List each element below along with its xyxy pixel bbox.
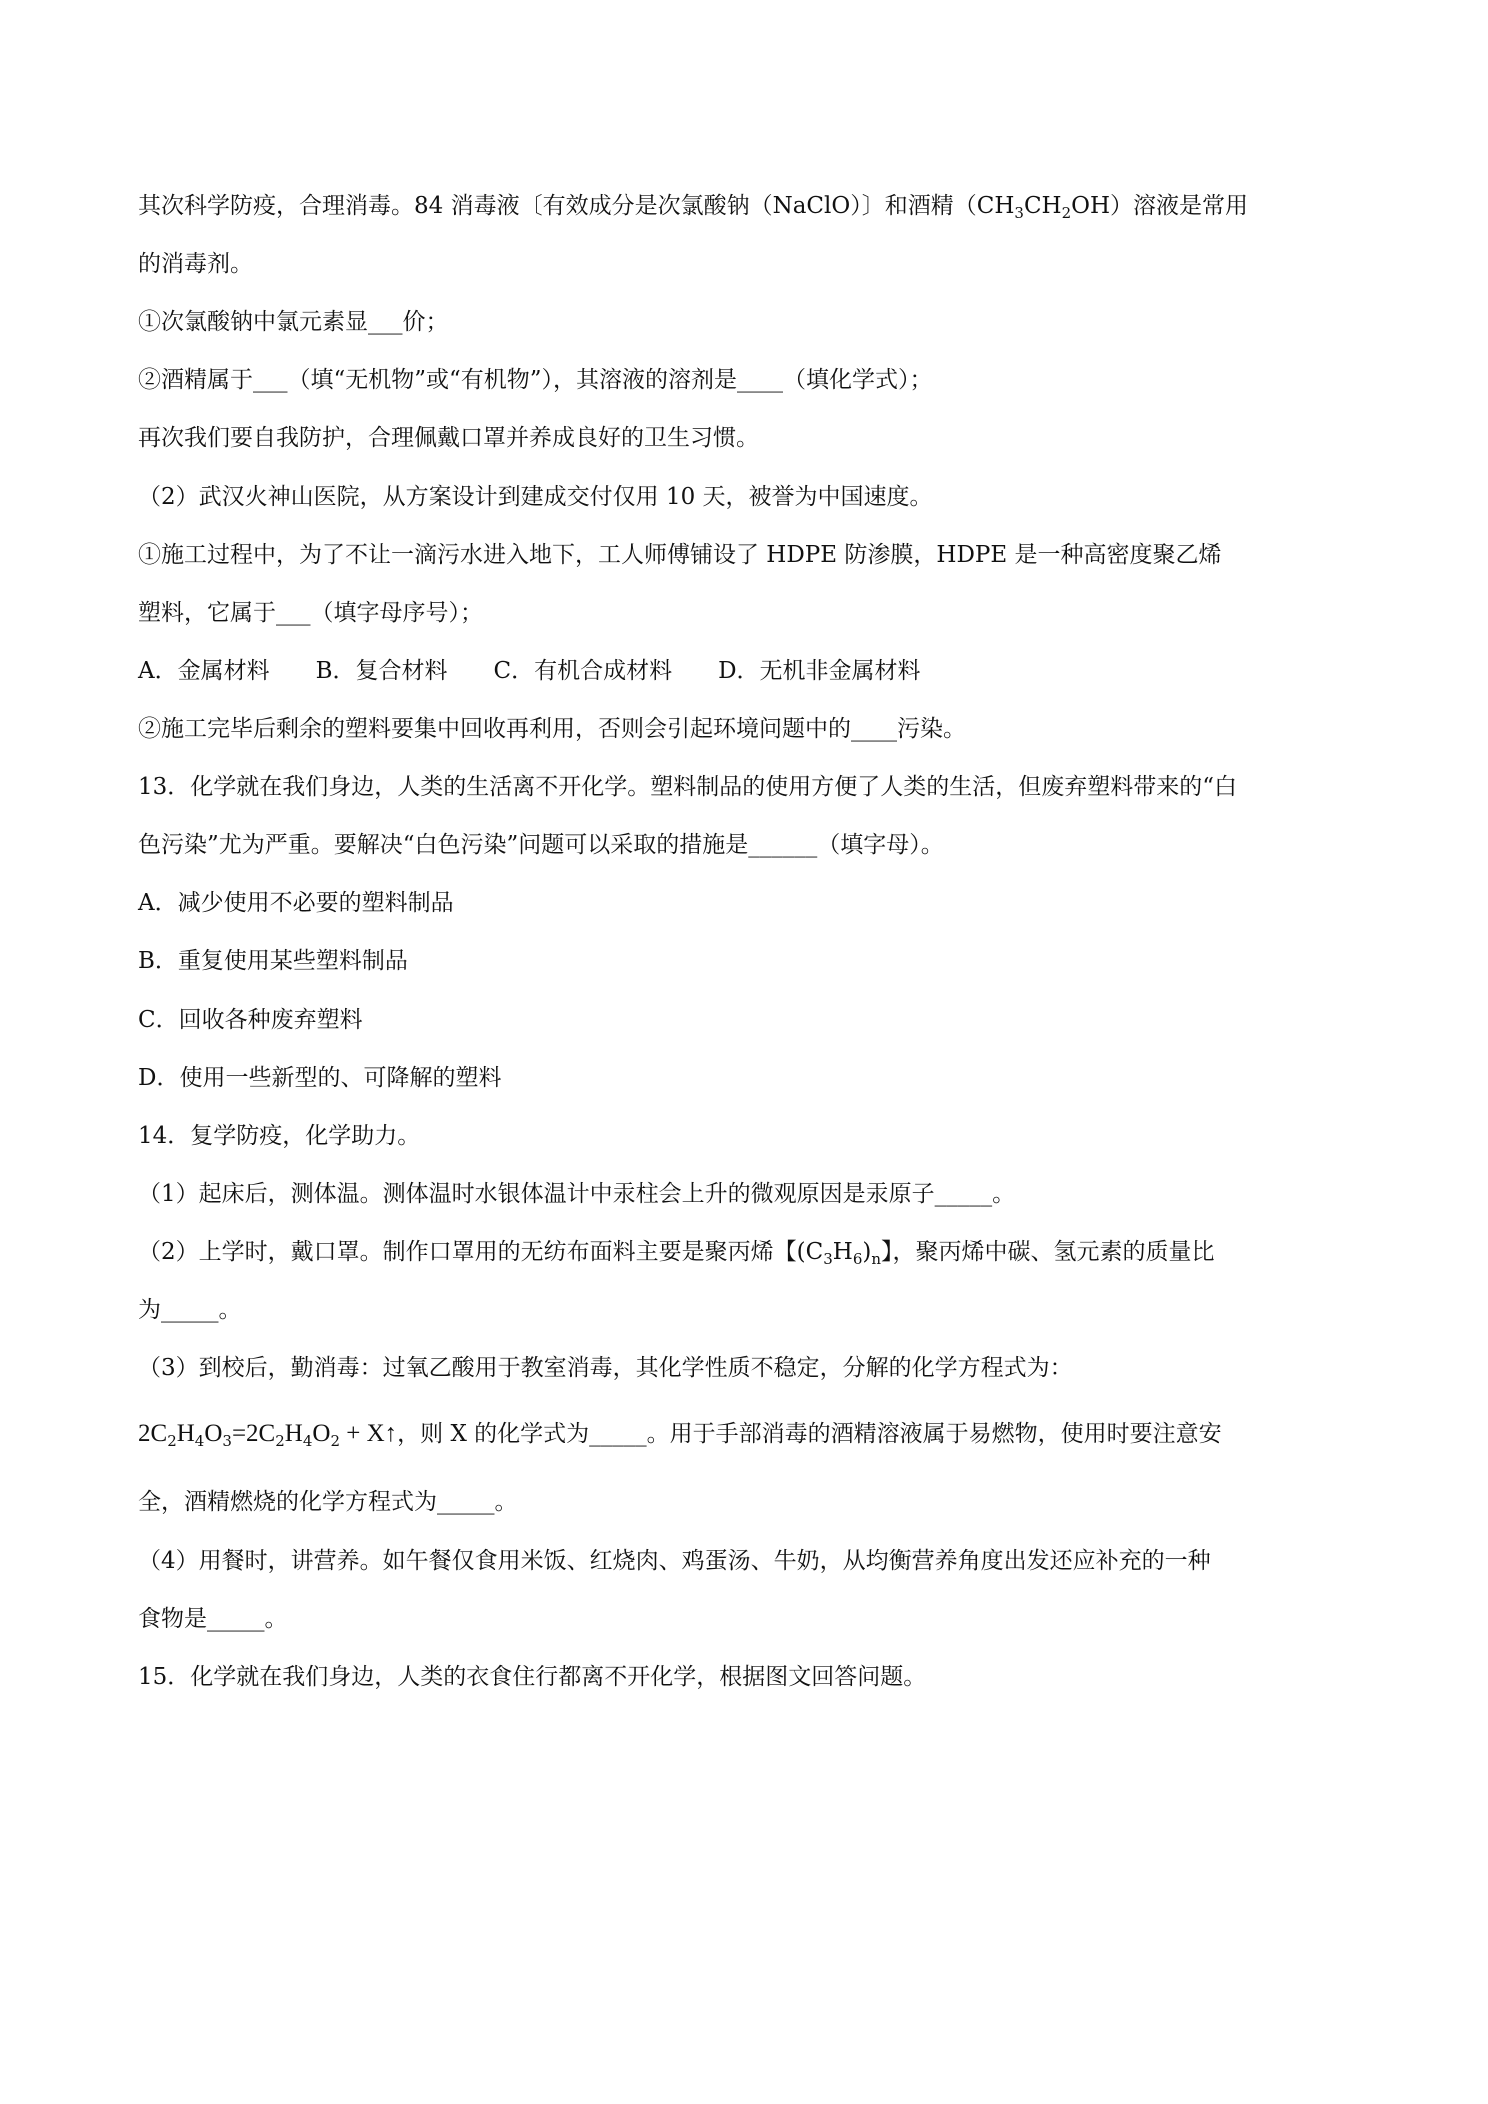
text-line <box>138 829 1350 861</box>
subscript: 4 <box>302 1432 313 1450</box>
subscript: 2 <box>330 1432 340 1450</box>
text-line <box>138 945 1350 977</box>
text-line <box>138 1178 1350 1210</box>
subscript: 2 <box>1061 204 1072 222</box>
text-line <box>138 364 1350 396</box>
text-run: A．减少使用不必要的塑料制品 <box>138 890 454 916</box>
subscript: 6 <box>852 1250 863 1268</box>
text-line <box>138 1352 1350 1384</box>
text-run: 的消毒剂。 <box>138 251 253 277</box>
text-line <box>138 771 1350 803</box>
text-run: 色污染”尤为严重。要解决“白色污染”问题可以采取的措施是______（填字母）。 <box>138 832 944 858</box>
text-line <box>138 1545 1350 1577</box>
subscript: 4 <box>194 1432 205 1450</box>
text-line <box>138 713 1350 745</box>
text-run: ①施工过程中，为了不让一滴污水进入地下，工人师傅铺设了 HDPE 防渗膜，HDPE 是一种高密度聚乙烯 <box>138 542 1222 568</box>
text-run: OH）溶液是常用 <box>1071 193 1249 219</box>
text-line <box>138 539 1350 571</box>
text-run: O <box>312 1420 331 1447</box>
subscript: 3 <box>1014 204 1024 222</box>
text-line <box>138 1004 1350 1036</box>
text-line <box>138 1661 1350 1693</box>
text-run: H <box>832 1239 853 1265</box>
text-run: （3）到校后，勤消毒：过氧乙酸用于教室消毒，其化学性质不稳定，分解的化学方程式为： <box>138 1355 1073 1381</box>
text-run: ②施工完毕后剩余的塑料要集中回收再利用，否则会引起环境问题中的____污染。 <box>138 716 966 742</box>
text-run: 食物是_____。 <box>138 1606 288 1632</box>
text-run: （1）起床后，测体温。测体温时水银体温计中汞柱会上升的微观原因是汞原子_____。 <box>138 1181 1016 1207</box>
subscript: 2 <box>275 1432 285 1450</box>
text-run: （4）用餐时，讲营养。如午餐仅食用米饭、红烧肉、鸡蛋汤、牛奶，从均衡营养角度出发还应补充的一种 <box>138 1548 1211 1574</box>
text-line <box>138 248 1350 280</box>
text-run: 再次我们要自我防护，合理佩戴口罩并养成良好的卫生习惯。 <box>138 425 759 451</box>
text-run: 塑料，它属于___（填字母序号）； <box>138 600 483 626</box>
text-run: =2C <box>231 1420 276 1447</box>
text-run: ) <box>862 1239 872 1265</box>
subscript: n <box>871 1250 882 1268</box>
text-run: + X↑ <box>340 1420 398 1447</box>
text-run: ①次氯酸钠中氯元素显___价； <box>138 309 449 335</box>
text-run: 全，酒精燃烧的化学方程式为_____。 <box>138 1489 518 1515</box>
text-run: H <box>284 1420 303 1447</box>
text-line <box>138 1062 1350 1094</box>
text-line <box>138 481 1350 513</box>
text-run: C．回收各种废弃塑料 <box>138 1007 363 1033</box>
text-line <box>138 655 1350 687</box>
subscript: 3 <box>823 1250 833 1268</box>
text-line <box>138 1418 1350 1450</box>
text-line <box>138 597 1350 629</box>
text-run: A．金属材料 B．复合材料 C．有机合成材料 D．无机非金属材料 <box>138 658 921 684</box>
text-line <box>138 1236 1350 1268</box>
text-run: ②酒精属于___（填“无机物”或“有机物”），其溶液的溶剂是____（填化学式）； <box>138 367 933 393</box>
subscript: 2 <box>167 1432 177 1450</box>
text-run: H <box>176 1420 195 1447</box>
text-run: ，则 X 的化学式为_____。用于手部消毒的酒精溶液属于易燃物，使用时要注意安 <box>397 1421 1222 1447</box>
text-line <box>138 1486 1350 1518</box>
text-run: 其次科学防疫，合理消毒。84 消毒液〔有效成分是次氯酸钠（NaClO）〕和酒精（CH <box>138 193 1015 219</box>
text-run: 】，聚丙烯中碳、氢元素的质量比 <box>881 1239 1215 1265</box>
text-run: 2C <box>138 1420 168 1447</box>
text-run: 13．化学就在我们身边，人类的生活离不开化学。塑料制品的使用方便了人类的生活，但废弃塑料带来的“白 <box>138 774 1238 800</box>
text-line <box>138 190 1350 222</box>
text-run: B．重复使用某些塑料制品 <box>138 948 408 974</box>
text-line <box>138 1294 1350 1326</box>
text-run: O <box>204 1420 223 1447</box>
subscript: 3 <box>222 1432 232 1450</box>
text-run: 为_____。 <box>138 1297 242 1323</box>
text-line <box>138 306 1350 338</box>
text-run: 15．化学就在我们身边，人类的衣食住行都离不开化学，根据图文回答问题。 <box>138 1664 927 1690</box>
text-run: CH <box>1023 193 1062 219</box>
text-line <box>138 422 1350 454</box>
text-run: 14．复学防疫，化学助力。 <box>138 1123 421 1149</box>
text-line <box>138 887 1350 919</box>
text-run: （2）武汉火神山医院，从方案设计到建成交付仅用 10 天，被誉为中国速度。 <box>138 484 933 510</box>
text-run: （2）上学时，戴口罩。制作口罩用的无纺布面料主要是聚丙烯【(C <box>138 1239 824 1265</box>
text-run: D．使用一些新型的、可降解的塑料 <box>138 1065 502 1091</box>
text-line <box>138 1603 1350 1635</box>
text-line <box>138 1120 1350 1152</box>
